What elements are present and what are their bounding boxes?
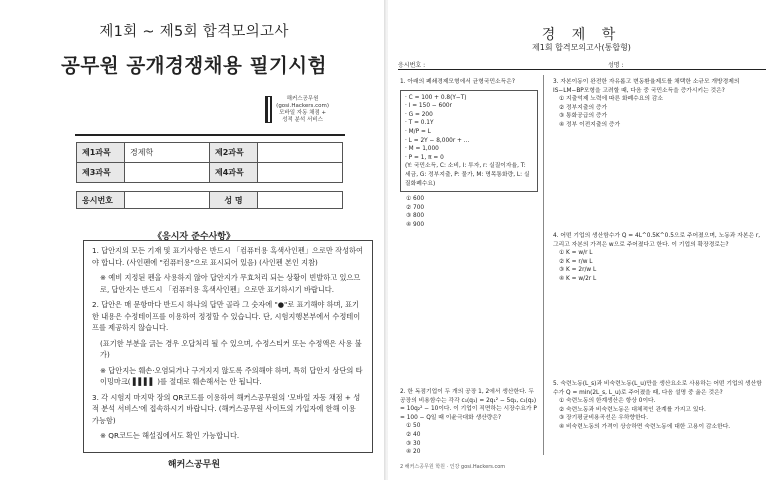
qr-block — [265, 96, 329, 130]
answer-choice[interactable]: ③ 장기평균비용곡선은 우하향한다. — [559, 415, 649, 422]
subject3-label: 제3과목 — [77, 163, 125, 183]
answer-choice[interactable]: ② 40 — [406, 431, 421, 438]
question-3 — [553, 78, 763, 130]
subject-title: 경 제 학 — [541, 27, 622, 43]
question-stem: 1. 아래의 폐쇄경제모형에서 균형국민소득은? — [400, 79, 515, 85]
question-stem: 4. 어떤 기업의 생산함수가 Q = 4L^0.5K^0.5으로 주어졌으며, 노동과 자본은 r, 그리고 자본의 가격은 w으로 주어졌다고 한다. 이 기업의 확장경로는? — [553, 233, 761, 248]
notice-box — [83, 240, 373, 453]
notice-item: ※ 답안지는 훼손·오염되거나 구겨지지 않도록 주의해야 하며, 특히 답안지 상단의 타이밍마크( ▌▌▌▌ )를 절대로 훼손해서는 안 됩니다. — [100, 365, 363, 386]
answer-choice[interactable]: ① 50 — [406, 423, 421, 430]
answer-choice[interactable]: ② 정부지출의 증가 — [559, 104, 608, 111]
divider — [398, 69, 766, 70]
exam-number-value — [125, 192, 210, 209]
answer-choice[interactable]: ① 지출억제 노력에 따른 화폐수요의 감소 — [559, 96, 664, 103]
question-4 — [553, 232, 763, 284]
subject2-label: 제2과목 — [210, 143, 258, 163]
question-stem: 3. 자본이동이 완전한 자유롭고 변동환율제도를 채택한 소규모 개방경제의 IS−LM−BP모형을 고려할 때, 다음 중 국민소득을 증가시키는 것은? — [553, 79, 740, 94]
answer-choice[interactable]: ③ 통화공급의 증가 — [559, 113, 608, 120]
exam-number-label: 응시번호 — [77, 192, 125, 209]
answer-choice[interactable]: ① 600 — [406, 196, 425, 203]
question-1 — [400, 78, 538, 230]
notice-item: ※ QR코드는 해설집에서도 확인 가능합니다. — [100, 431, 240, 440]
answer-choice[interactable]: ④ 900 — [406, 221, 425, 228]
notice-item: 3. 각 시험지 마지막 장의 QR코드를 이용하여 해커스공무원의 '모바일 자동 채점 + 성적 분석 서비스'에 접속하시기 바랍니다. (해커스공무원 사이트의 가입자에 한해 이용 가능함) — [92, 392, 361, 425]
column-divider — [543, 75, 544, 455]
exam-number-field: 응시번호 : — [398, 62, 426, 69]
qr-code-icon — [265, 96, 272, 123]
subject1-value: 경제학 — [125, 143, 210, 163]
exam-subtitle: 제1회 합격모의고사(통합형) — [532, 43, 631, 52]
divider — [75, 134, 345, 136]
answer-choice[interactable]: ② 숙련노동과 비숙련노동은 대체적인 관계를 가지고 있다. — [559, 406, 706, 413]
answer-choice[interactable]: ② 700 — [406, 204, 425, 211]
subject-table — [76, 142, 343, 183]
qr-caption: 해커스공무원 (gosi.Hackers.com) 모바일 자동 채점 + 성적 분석 서비스 — [276, 96, 329, 123]
answer-choice[interactable]: ② K = r/w L — [559, 258, 593, 265]
notice-item: (표기한 부분을 긁는 경우 오답처리 될 수 있으며, 수정스티커 또는 수정액은 사용 불가) — [100, 338, 362, 359]
answer-choice[interactable]: ④ 정부 이전지출의 증가 — [559, 121, 621, 128]
answer-choice[interactable]: ③ K = 2r/w L — [559, 267, 597, 274]
question-5 — [553, 380, 763, 432]
question-stem: 5. 숙련노동(L_s)과 비숙련노동(L_u)만을 생산요소로 사용하는 어떤 기업의 생산함수가 Q = min(2L_s, L_u)로 주어졌을 때, 다음 설명 중 옳은 것은? — [553, 381, 762, 396]
subject4-label: 제4과목 — [210, 163, 258, 183]
answer-choice[interactable]: ④ 비숙련노동의 가격이 상승하면 숙련노동에 대한 고용이 감소한다. — [559, 423, 731, 430]
subject4-value — [258, 163, 343, 183]
page-footer: 2 해커스공무원 학원 · 인강 gosi.Hackers.com — [400, 464, 506, 470]
candidate-table — [76, 191, 343, 209]
notice-title: 《응시자 준수사항》 — [153, 232, 235, 242]
answer-choice[interactable]: ① 숙련노동의 한계생산은 항상 0이다. — [559, 398, 656, 405]
subject2-value — [258, 143, 343, 163]
question-stem: 2. 한 독점기업이 두 개의 공장 1, 2에서 생산한다. 두 공장의 비용함수는 각각 c₁(q₁) = 2q₁² − 5q₁, c₂(q₂) = 10q₂² − 10이다. 이 기업이 직면하는 시장수요가 P = 100 − Q일 때 이윤극대화 생산량은? — [400, 389, 537, 421]
brand-logo: 해커스공무원 — [167, 460, 221, 470]
notice-item: 2. 답안은 매 문항마다 반드시 하나의 답만 골라 그 숫자에 "●"로 표기해야 하며, 표기한 내용은 수정테이프를 이용하여 정정할 수 있습니다. 단, 시험지행본부에서 수정테이프를 제공하지 않습니다. — [92, 300, 361, 332]
question-2 — [400, 388, 538, 457]
answer-choice[interactable]: ④ K = w/2r L — [559, 275, 597, 282]
answer-choice[interactable]: ③ 800 — [406, 213, 425, 220]
notice-item: ※ 예비 지정된 펜을 사용하지 않아 답안지가 무효처리 되는 상황이 빈발하고 있으므로, 답안지는 반드시 「컴퓨터용 흑색사인펜」으로만 표기하시기 바랍니다. — [100, 273, 361, 294]
answer-choice[interactable]: ④ 20 — [406, 449, 421, 456]
answer-choice[interactable]: ① K = w/r L — [559, 250, 593, 257]
name-value — [258, 192, 343, 209]
exam-series-subtitle: 제1회 ~ 제5회 합격모의고사 — [99, 24, 289, 40]
name-field: 성명 : — [608, 62, 624, 69]
name-label: 성 명 — [210, 192, 258, 209]
notice-item: 1. 답안지의 모든 기재 및 표기사항은 반드시 「컴퓨터용 흑색사인펜」으로만 작성하여야 합니다. (사인펜에 "컴퓨터용"으로 표시되어 있음) (사인펜 본인 지참) — [92, 246, 363, 267]
subject1-label: 제1과목 — [77, 143, 125, 163]
answer-choice[interactable]: ③ 30 — [406, 440, 421, 447]
subject3-value — [125, 163, 210, 183]
exam-title: 공무원 공개경쟁채용 필기시험 — [61, 54, 327, 77]
model-box: · C = 100 + 0.8(Y−T) · I = 150 − 600r · G = 200 · T = 0.1Y · M/P = L · L = 2Y − 8,000r + ... · M = 1,000 · P = 1, π = 0 (Y: 국민소득, C: 소비, I: 투자, r: 실질이자율, T: 세금, G: 정부지출, P: 물가, M: 명목통화량, L: 실질화폐수요) — [400, 90, 538, 193]
